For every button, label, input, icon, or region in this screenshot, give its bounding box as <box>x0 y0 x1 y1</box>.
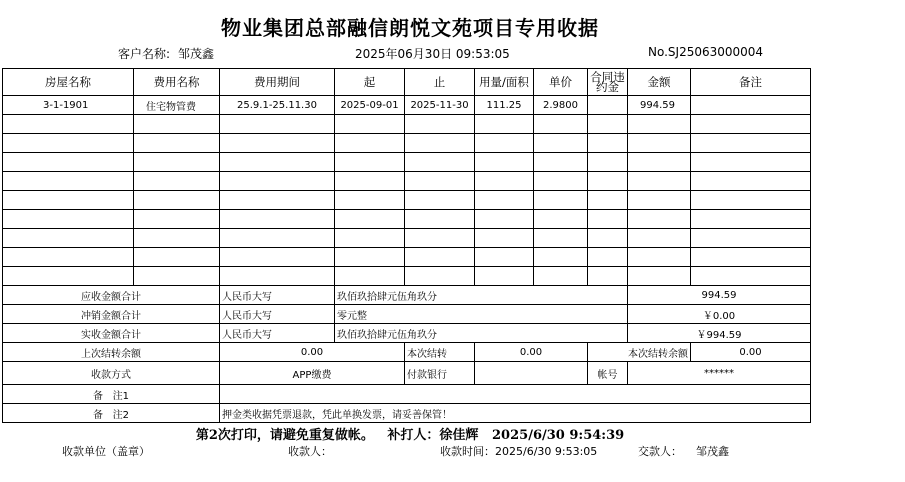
blank-cell <box>220 248 335 267</box>
blank-cell <box>691 267 811 286</box>
pay-bank-label: 付款银行 <box>405 362 475 385</box>
offset-label: 冲销金额合计 <box>3 305 220 324</box>
blank-cell <box>335 229 405 248</box>
blank-cell <box>134 229 220 248</box>
blank-cell <box>335 172 405 191</box>
balance-row <box>3 343 811 362</box>
blank-cell <box>628 248 691 267</box>
blank-cell <box>534 229 588 248</box>
blank-cell <box>628 229 691 248</box>
column-header: 合同违约金 <box>588 69 628 96</box>
this-carry-label: 本次结转 <box>405 343 475 362</box>
blank-cell <box>335 248 405 267</box>
customer-label: 客户名称: <box>118 47 171 61</box>
blank-cell <box>475 153 534 172</box>
note1-value <box>220 385 811 404</box>
blank-cell <box>691 229 811 248</box>
account-label: 帐号 <box>588 362 628 385</box>
blank-cell <box>475 229 534 248</box>
blank-cell <box>405 210 475 229</box>
blank-cell <box>405 153 475 172</box>
note-cell <box>691 96 811 115</box>
pay-method-label: 收款方式 <box>3 362 220 385</box>
last-balance-value: 0.00 <box>220 343 405 362</box>
blank-cell <box>3 115 134 134</box>
end-cell: 2025-11-30 <box>405 96 475 115</box>
table-row <box>3 96 811 115</box>
blank-cell <box>534 115 588 134</box>
blank-cell <box>588 115 628 134</box>
blank-cell <box>691 248 811 267</box>
price-cell: 2.9800 <box>534 96 588 115</box>
blank-cell <box>335 210 405 229</box>
blank-cell <box>134 115 220 134</box>
receivable-label: 应收金额合计 <box>3 286 220 305</box>
room-cell: 3-1-1901 <box>3 96 134 115</box>
period-cell: 25.9.1-25.11.30 <box>220 96 335 115</box>
pay-bank-value <box>475 362 588 385</box>
offset-words: 零元整 <box>335 305 628 324</box>
blank-cell <box>134 248 220 267</box>
blank-cell <box>534 210 588 229</box>
blank-cell <box>3 248 134 267</box>
blank-cell <box>588 229 628 248</box>
blank-cell <box>220 191 335 210</box>
blank-cell <box>628 191 691 210</box>
received-row <box>3 324 811 343</box>
blank-cell <box>134 153 220 172</box>
blank-cell <box>220 115 335 134</box>
table-header-row <box>3 69 811 96</box>
blank-cell <box>3 210 134 229</box>
blank-cell <box>220 153 335 172</box>
blank-cell <box>628 172 691 191</box>
blank-cell <box>534 191 588 210</box>
blank-row <box>3 134 811 153</box>
note2-value: 押金类收据凭票退款，凭此单换发票，请妥善保管！ <box>220 404 811 423</box>
payment-row <box>3 362 811 385</box>
blank-cell <box>588 172 628 191</box>
blank-cell <box>134 210 220 229</box>
column-header: 用量/面积 <box>475 69 534 96</box>
receipt-number: No.SJ25063000004 <box>648 45 764 59</box>
account-value: ****** <box>628 362 811 385</box>
blank-row <box>3 115 811 134</box>
blank-cell <box>691 172 811 191</box>
blank-row <box>3 210 811 229</box>
blank-row <box>3 267 811 286</box>
this-carry-value: 0.00 <box>475 343 588 362</box>
blank-cell <box>475 248 534 267</box>
blank-cell <box>134 191 220 210</box>
blank-row <box>3 229 811 248</box>
receivable-words: 玖佰玖拾肆元伍角玖分 <box>335 286 628 305</box>
amount-cell: 994.59 <box>628 96 691 115</box>
blank-cell <box>475 134 534 153</box>
blank-cell <box>335 267 405 286</box>
column-header: 备注 <box>691 69 811 96</box>
column-header: 起 <box>335 69 405 96</box>
blank-cell <box>3 134 134 153</box>
blank-cell <box>534 172 588 191</box>
this-balance-label: 本次结转余额 <box>588 343 691 362</box>
note1-label: 备 注1 <box>3 385 220 404</box>
blank-cell <box>335 134 405 153</box>
blank-cell <box>405 172 475 191</box>
blank-cell <box>628 134 691 153</box>
blank-cell <box>3 191 134 210</box>
blank-cell <box>588 191 628 210</box>
blank-cell <box>475 267 534 286</box>
column-header: 金额 <box>628 69 691 96</box>
blank-cell <box>588 210 628 229</box>
blank-cell <box>220 172 335 191</box>
blank-cell <box>220 134 335 153</box>
reprint-notice: 第2次打印，请避免重复做帐。 补打人：徐佳辉 2025/6/30 9:54:39 <box>195 428 625 443</box>
payer-name: 邹茂鑫 <box>696 445 729 458</box>
column-header: 费用名称 <box>134 69 220 96</box>
blank-cell <box>335 115 405 134</box>
rmb-label: 人民币大写 <box>220 305 335 324</box>
blank-row <box>3 153 811 172</box>
received-words: 玖佰玖拾肆元伍角玖分 <box>335 324 628 343</box>
note2-label: 备 注2 <box>3 404 220 423</box>
received-amount: ￥994.59 <box>628 324 811 343</box>
receivable-row <box>3 286 811 305</box>
note2-row <box>3 404 811 423</box>
blank-cell <box>534 134 588 153</box>
blank-cell <box>335 191 405 210</box>
blank-cell <box>405 267 475 286</box>
payer-label: 交款人： <box>638 445 682 458</box>
blank-cell <box>220 267 335 286</box>
blank-row <box>3 248 811 267</box>
blank-cell <box>475 210 534 229</box>
blank-cell <box>534 267 588 286</box>
blank-cell <box>628 210 691 229</box>
last-balance-label: 上次结转余额 <box>3 343 220 362</box>
column-header: 房屋名称 <box>3 69 134 96</box>
blank-cell <box>3 267 134 286</box>
rmb-label: 人民币大写 <box>220 324 335 343</box>
blank-cell <box>3 172 134 191</box>
customer-name: 邹茂鑫 <box>178 47 215 61</box>
blank-cell <box>588 267 628 286</box>
blank-cell <box>628 153 691 172</box>
blank-cell <box>134 172 220 191</box>
column-header: 单价 <box>534 69 588 96</box>
offset-amount: ￥0.00 <box>628 305 811 324</box>
column-header: 止 <box>405 69 475 96</box>
blank-cell <box>691 191 811 210</box>
blank-cell <box>134 134 220 153</box>
receiver-label: 收款人： <box>288 445 332 458</box>
this-balance-value: 0.00 <box>691 343 811 362</box>
blank-cell <box>628 267 691 286</box>
blank-cell <box>691 115 811 134</box>
start-cell: 2025-09-01 <box>335 96 405 115</box>
blank-row <box>3 172 811 191</box>
fee-cell: 住宅物管费 <box>134 96 220 115</box>
rmb-label: 人民币大写 <box>220 286 335 305</box>
receive-time: 收款时间：2025/6/30 9:53:05 <box>440 445 598 458</box>
blank-cell <box>534 248 588 267</box>
blank-cell <box>405 248 475 267</box>
column-header: 费用期间 <box>220 69 335 96</box>
receipt-table <box>2 68 811 423</box>
blank-cell <box>475 172 534 191</box>
blank-cell <box>691 153 811 172</box>
blank-cell <box>628 115 691 134</box>
blank-cell <box>588 248 628 267</box>
receivable-amount: 994.59 <box>628 286 811 305</box>
offset-row <box>3 305 811 324</box>
pay-method-value: APP缴费 <box>220 362 405 385</box>
blank-cell <box>475 191 534 210</box>
blank-row <box>3 191 811 210</box>
blank-cell <box>405 134 475 153</box>
qty-cell: 111.25 <box>475 96 534 115</box>
receipt-datetime: 2025年06月30日 09:53:05 <box>355 47 510 61</box>
blank-cell <box>134 267 220 286</box>
blank-cell <box>691 134 811 153</box>
blank-cell <box>405 115 475 134</box>
blank-cell <box>691 210 811 229</box>
blank-cell <box>588 134 628 153</box>
blank-cell <box>3 229 134 248</box>
blank-cell <box>3 153 134 172</box>
blank-cell <box>475 115 534 134</box>
blank-cell <box>335 153 405 172</box>
blank-cell <box>534 153 588 172</box>
blank-cell <box>405 191 475 210</box>
blank-cell <box>588 153 628 172</box>
note1-row <box>3 385 811 404</box>
blank-cell <box>405 229 475 248</box>
blank-cell <box>220 210 335 229</box>
unit-label: 收款单位（盖章） <box>62 445 150 458</box>
penalty-cell <box>588 96 628 115</box>
receipt-title: 物业集团总部融信朗悦文苑项目专用收据 <box>221 16 599 40</box>
blank-cell <box>220 229 335 248</box>
received-label: 实收金额合计 <box>3 324 220 343</box>
